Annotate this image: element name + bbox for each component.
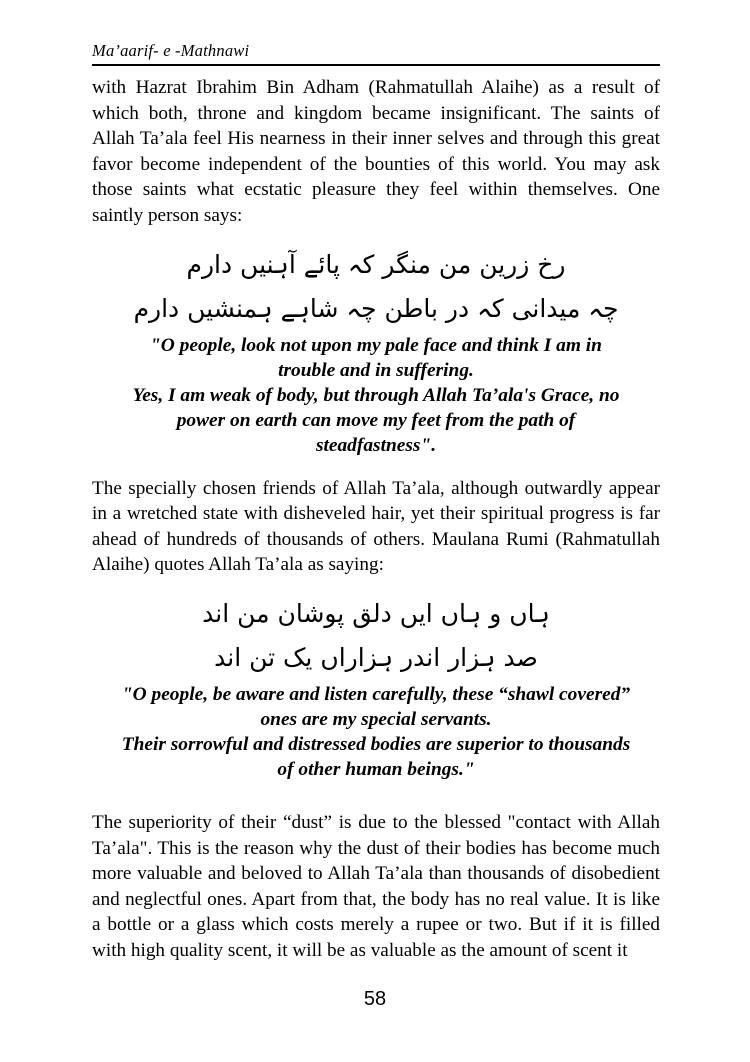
persian-couplet-block-2 [92,592,660,680]
translation-1-line-4: power on earth can move my feet from the path of [176,409,576,431]
page-content [92,42,660,977]
translation-2-line-1: "O people, be aware and listen carefully, these “shawl covered” [121,683,631,705]
translation-2-line-2: ones are my special servants. [260,708,492,730]
translation-1-line-1: "O people, look not upon my pale face and think I am in [150,334,602,356]
page-number: 58 [363,988,387,1010]
couplet-2-line-2: صد ہزار اندر ہزاراں یک تن اند [214,642,538,672]
translation-2-line-4: of other human beings." [277,758,475,780]
translation-block-2 [92,682,660,782]
translation-2-line-3: Their sorrowful and distressed bodies are superior to thousands [121,733,631,755]
body-paragraph-2: The specially chosen friends of Allah Ta’ala, although outwardly appear in a wretched state with disheveled hair, yet their spiritual progress is far ahead of hundreds of thousands of others. Maulana Rumi (Rahmatullah Alaihe) quotes Allah Ta’ala as saying: [92,477,660,576]
translation-1-line-2: trouble and in suffering. [278,359,474,381]
translation-1-line-5: steadfastness". [315,434,437,456]
header-rule-divider [92,64,660,66]
body-paragraph-1: with Hazrat Ibrahim Bin Adham (Rahmatullah Alaihe) as a result of which both, throne and kingdom became insignificant. The saints of Allah Ta’ala feel His nearness in their inner selves and through this great favor become independent of the bounties of this world. You may ask those saints what ecstatic pleasure they feel within themselves. One saintly person says: [92,76,660,226]
body-paragraph-3: The superiority of their “dust” is due to the blessed "contact with Allah Ta’ala". This is the reason why the dust of their bodies has become much more valuable and beloved to Allah Ta’ala than thousands of disobedient and neglectful ones. Apart from that, the body has no real value. It is like a bottle or a glass which costs merely a rupee or two. But if it is filled with high quality scent, it will be as valuable as the amount of scent it [92,811,660,961]
couplet-1-line-1: رخ زرین من منگر کہ پائے آہنیں دارم [186,249,566,279]
translation-block-1 [92,333,660,458]
couplet-1-line-2: چہ میدانی کہ در باطن چہ شاہے ہمنشیں دارم [133,293,619,323]
persian-couplet-block-1 [92,243,660,331]
translation-1-line-3: Yes, I am weak of body, but through Allah Ta’ala's Grace, no [132,384,620,406]
running-header-title: Ma’aarif- e -Mathnawi [92,41,250,60]
couplet-2-line-1: ہاں و ہاں ایں دلق پوشان من اند [202,598,550,628]
